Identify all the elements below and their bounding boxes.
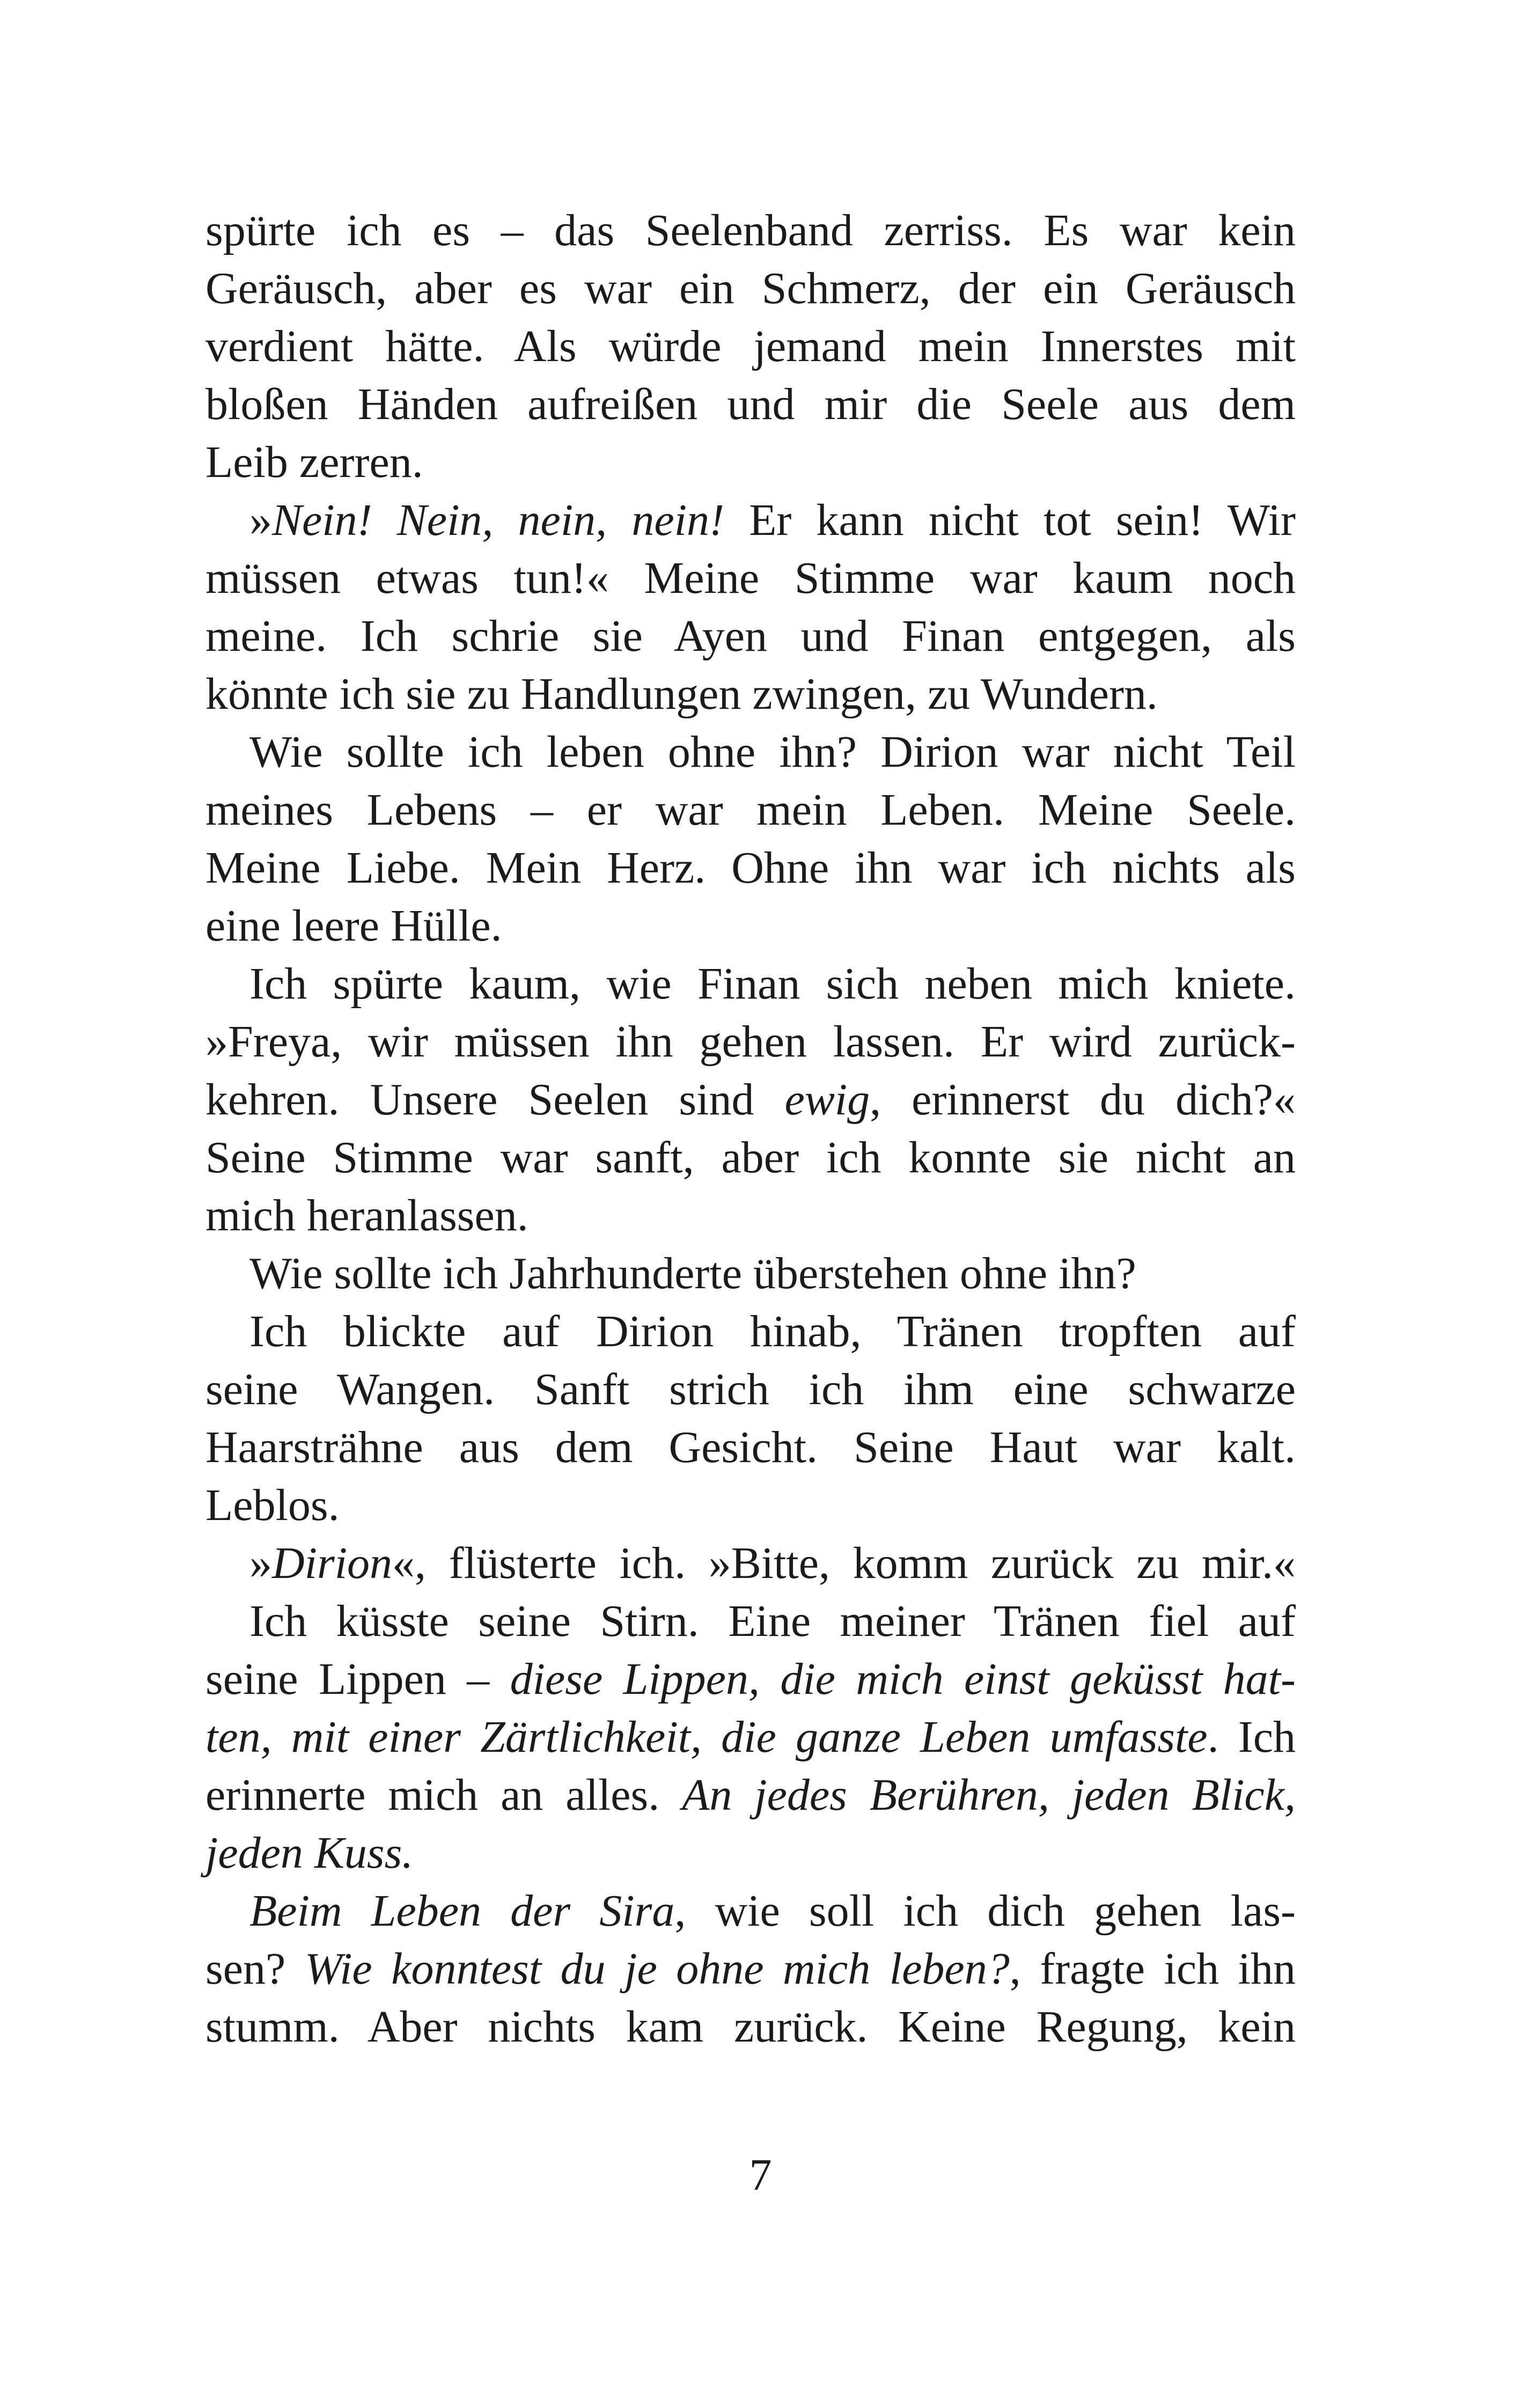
text-line xyxy=(205,1361,1296,1419)
text-segment: Leib zerren. xyxy=(205,437,423,487)
page-number: 7 xyxy=(749,2150,772,2200)
italic-text: Wie konntest du je ohne mich leben? xyxy=(304,1944,1010,1994)
text-line xyxy=(205,1303,1296,1361)
text-line xyxy=(205,839,1296,897)
text-line xyxy=(205,1882,1296,1940)
text-segment: . Ich xyxy=(1207,1712,1296,1762)
text-segment: seine Lippen – xyxy=(205,1654,510,1704)
text-line xyxy=(205,1766,1296,1824)
italic-text: diese Lippen, die mich einst geküsst hat- xyxy=(510,1654,1296,1704)
text-segment: » xyxy=(249,1538,272,1588)
italic-text: Nein! Nein, nein, nein! xyxy=(272,495,724,545)
text-segment: Ich küsste seine Stirn. Eine meiner Tränen fiel auf xyxy=(249,1596,1296,1646)
text-segment: »Freya, wir müssen ihn gehen lassen. Er wird zurück- xyxy=(205,1017,1296,1067)
text-line xyxy=(205,434,1296,491)
text-segment: Wie sollte ich Jahrhunderte überstehen ohne ihn? xyxy=(249,1249,1136,1298)
italic-text: An jedes Berühren, jeden Blick, xyxy=(682,1770,1296,1820)
text-segment: kehren. Unsere Seelen sind xyxy=(205,1075,785,1125)
text-segment: müssen etwas tun!« Meine Stimme war kaum noch xyxy=(205,553,1296,603)
text-segment: Seine Stimme war sanft, aber ich konnte sie nicht an xyxy=(205,1133,1296,1183)
text-line xyxy=(205,202,1296,260)
text-segment: , fragte ich ihn xyxy=(1009,1944,1296,1994)
text-line xyxy=(205,955,1296,1013)
text-line xyxy=(205,1477,1296,1535)
text-segment: spürte ich es – das Seelenband zerriss. Es war kein xyxy=(205,205,1296,255)
text-segment: erinnerte mich an alles. xyxy=(205,1770,682,1820)
italic-text: ewig xyxy=(784,1075,870,1125)
text-line xyxy=(205,1592,1296,1650)
text-line xyxy=(205,1129,1296,1187)
text-segment: bloßen Händen aufreißen und mir die Seele aus dem xyxy=(205,379,1296,429)
text-line xyxy=(205,781,1296,839)
text-line xyxy=(205,260,1296,318)
text-line xyxy=(205,1940,1296,1998)
text-segment: «, flüsterte ich. »Bitte, komm zurück zu mir.« xyxy=(392,1538,1296,1588)
text-segment: Meine Liebe. Mein Herz. Ohne ihn war ich nichts als xyxy=(205,843,1296,893)
text-line xyxy=(205,491,1296,549)
text-line xyxy=(205,607,1296,665)
text-line xyxy=(205,1245,1296,1303)
text-segment: könnte ich sie zu Handlungen zwingen, zu Wundern. xyxy=(205,669,1158,719)
body-text xyxy=(205,202,1296,2056)
text-segment: Er kann nicht tot sein! Wir xyxy=(724,495,1296,545)
text-line xyxy=(205,1013,1296,1071)
text-segment: sen? xyxy=(205,1944,305,1994)
text-segment: Wie sollte ich leben ohne ihn? Dirion war nicht Teil xyxy=(249,727,1296,777)
italic-text: jeden Kuss. xyxy=(205,1828,414,1878)
text-line xyxy=(205,1419,1296,1477)
text-segment: Geräusch, aber es war ein Schmerz, der ein Geräusch xyxy=(205,263,1296,313)
text-line xyxy=(205,1187,1296,1245)
text-segment: eine leere Hülle. xyxy=(205,901,502,951)
italic-text: ten, mit einer Zärtlichkeit, die ganze Leben umfasste xyxy=(205,1712,1208,1762)
text-segment: Ich spürte kaum, wie Finan sich neben mich kniete. xyxy=(249,959,1296,1009)
text-segment: Ich blickte auf Dirion hinab, Tränen tropften auf xyxy=(249,1306,1296,1356)
text-segment: , erinnerst du dich?« xyxy=(870,1075,1296,1125)
text-segment: » xyxy=(249,495,272,545)
text-line xyxy=(205,1708,1296,1766)
text-line xyxy=(205,665,1296,723)
text-segment: meines Lebens – er war mein Leben. Meine Seele. xyxy=(205,785,1296,835)
text-segment: stumm. Aber nichts kam zurück. Keine Regung, kein xyxy=(205,2002,1296,2052)
text-segment: Leblos. xyxy=(205,1480,340,1530)
text-line xyxy=(205,1650,1296,1708)
text-segment: meine. Ich schrie sie Ayen und Finan entgegen, als xyxy=(205,611,1296,661)
text-segment: mich heranlassen. xyxy=(205,1191,528,1240)
text-line xyxy=(205,897,1296,955)
italic-text: Beim Leben der Sira xyxy=(249,1886,675,1936)
text-line xyxy=(205,723,1296,781)
text-segment: seine Wangen. Sanft strich ich ihm eine schwarze xyxy=(205,1364,1296,1414)
text-line xyxy=(205,1998,1296,2056)
text-segment: verdient hätte. Als würde jemand mein Innerstes mit xyxy=(205,321,1296,371)
text-line xyxy=(205,1535,1296,1592)
text-line xyxy=(205,549,1296,607)
italic-text: Dirion xyxy=(272,1538,393,1588)
text-segment: Haarsträhne aus dem Gesicht. Seine Haut war kalt. xyxy=(205,1422,1296,1472)
text-line xyxy=(205,318,1296,376)
text-line xyxy=(205,376,1296,434)
text-segment: , wie soll ich dich gehen las- xyxy=(674,1886,1296,1936)
text-line xyxy=(205,1824,1296,1882)
text-line xyxy=(205,1071,1296,1129)
